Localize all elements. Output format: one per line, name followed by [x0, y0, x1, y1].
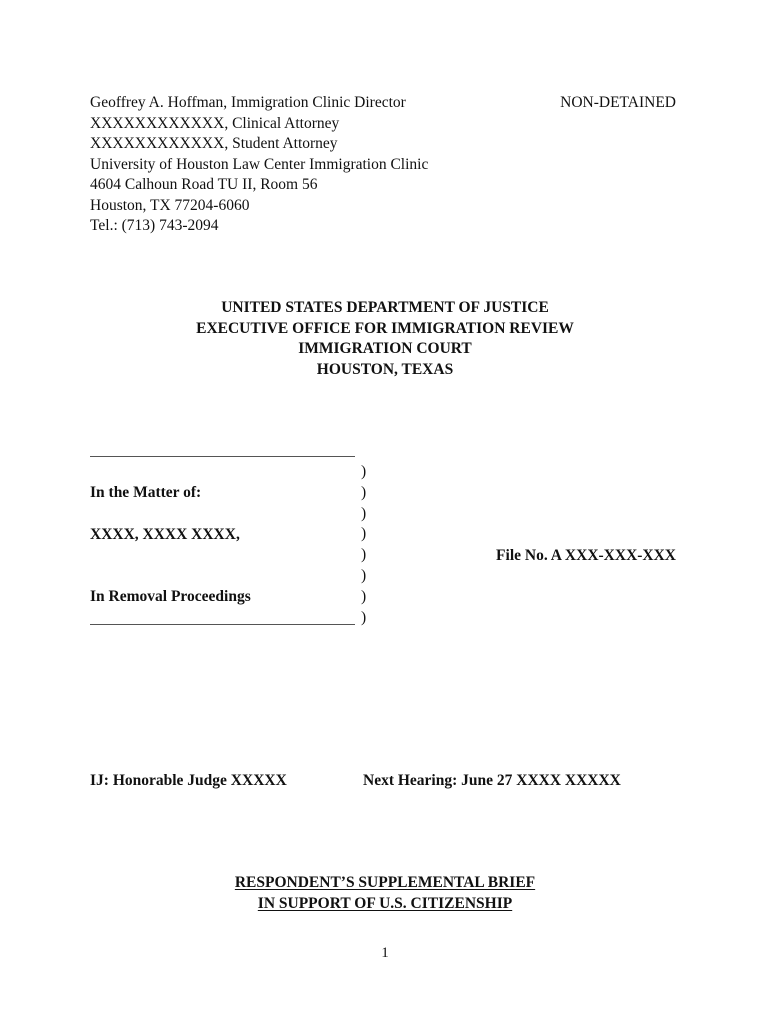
immigration-judge: IJ: Honorable Judge XXXXX [90, 772, 287, 789]
caption-parenthesis: ) [361, 504, 367, 522]
attorney-line-clinic: University of Houston Law Center Immigration Clinic [90, 155, 429, 173]
court-line-office: EXECUTIVE OFFICE FOR IMMIGRATION REVIEW [196, 319, 574, 337]
caption-parenthesis: ) [361, 463, 367, 480]
attorney-line-student: XXXXXXXXXXXX, Student Attorney [90, 135, 338, 152]
attorney-line-clinical: XXXXXXXXXXXX, Clinical Attorney [90, 114, 340, 132]
attorney-info-block [90, 93, 428, 237]
brief-title [0, 873, 770, 914]
caption-parenthesis: ) [361, 546, 367, 564]
page-number: 1 [381, 945, 389, 961]
caption-parenthesis-column [361, 462, 366, 628]
court-heading [0, 298, 770, 380]
court-line-court: IMMIGRATION COURT [298, 340, 472, 357]
court-line-department: UNITED STATES DEPARTMENT OF JUSTICE [221, 299, 549, 316]
caption-parenthesis: ) [361, 566, 367, 584]
brief-title-line-2-text: IN SUPPORT OF U.S. CITIZENSHIP [257, 894, 513, 912]
matter-label: In the Matter of: [90, 484, 202, 501]
caption-parenthesis: ) [361, 587, 367, 605]
caption-parenthesis: ) [361, 483, 367, 501]
brief-title-line-2 [0, 894, 770, 915]
court-line-location: HOUSTON, TEXAS [316, 360, 454, 378]
attorney-line-city: Houston, TX 77204-6060 [90, 196, 250, 214]
brief-title-line-1 [0, 873, 770, 894]
file-number: File No. A XXX-XXX-XXX [496, 547, 676, 564]
respondent-name: XXXX, XXXX XXXX, [90, 526, 240, 543]
caption-parenthesis: ) [361, 608, 367, 626]
detention-status: NON-DETAINED [560, 94, 676, 111]
attorney-line-street: 4604 Calhoun Road TU II, Room 56 [90, 176, 318, 193]
next-hearing: Next Hearing: June 27 XXXX XXXXX [363, 772, 621, 789]
proceedings-label: In Removal Proceedings [90, 588, 251, 605]
attorney-line-phone: Tel.: (713) 743-2094 [90, 217, 219, 234]
brief-title-line-1-text: RESPONDENT’S SUPPLEMENTAL BRIEF [234, 874, 536, 891]
caption-top-rule [90, 456, 355, 457]
attorney-line-director: Geoffrey A. Hoffman, Immigration Clinic Director [90, 94, 406, 111]
caption-bottom-rule [90, 624, 355, 625]
caption-parenthesis: ) [361, 525, 367, 543]
